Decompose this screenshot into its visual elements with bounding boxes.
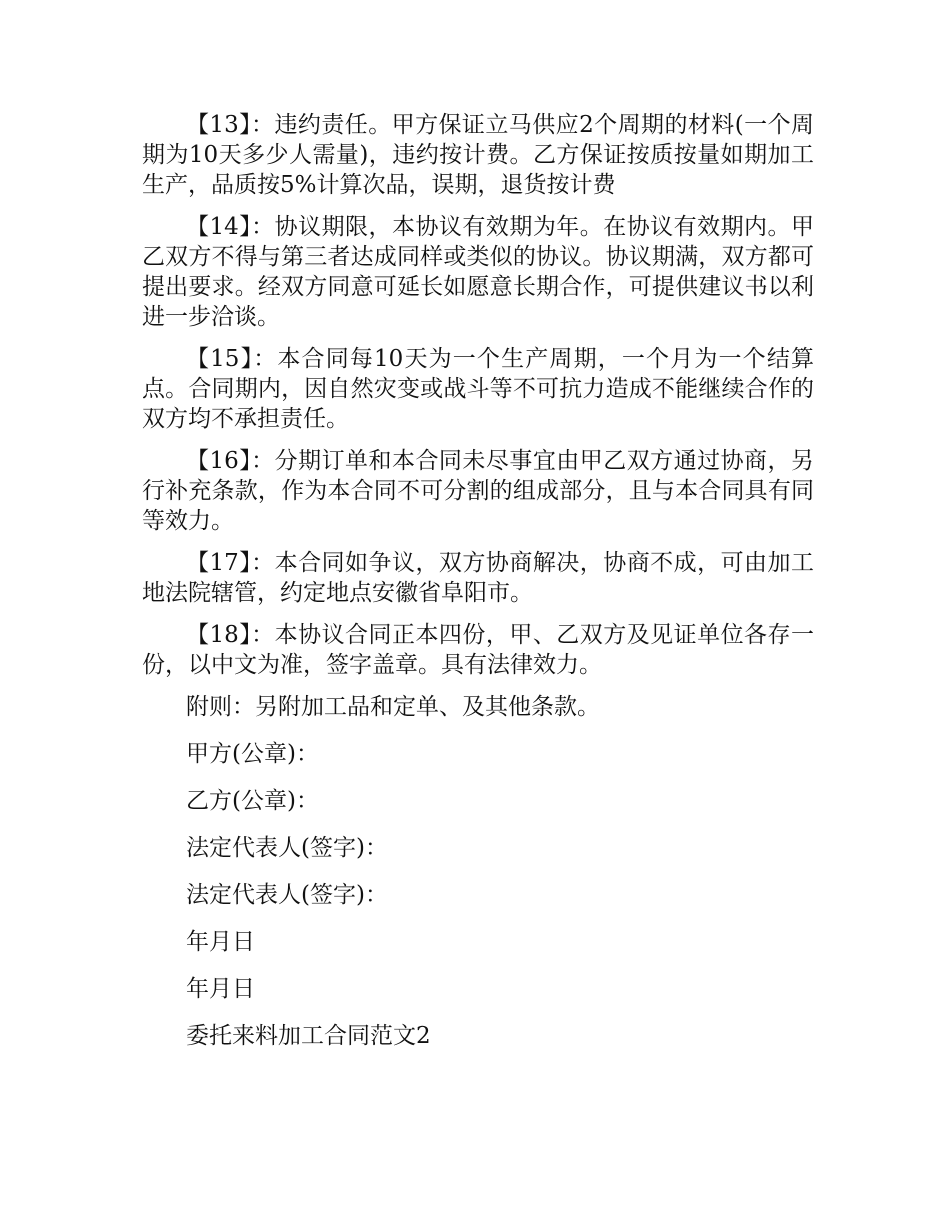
- document-page: [142, 110, 814, 1068]
- legal-rep-signature-a: 法定代表人(签字)：: [186, 835, 388, 861]
- date-b: 年月日: [186, 976, 255, 1002]
- party-b-seal: 乙方(公章)：: [186, 788, 319, 814]
- party-a-seal: 甲方(公章)：: [186, 741, 319, 767]
- clause-17: 【17】：本合同如争议，双方协商解决，协商不成，可由加工地法院辖管，约定地点安徽省阜阳市。: [142, 550, 814, 606]
- clause-14: 【14】：协议期限，本协议有效期为年。在协议有效期内。甲乙双方不得与第三者达成同样或类似的协议。协议期满，双方都可提出要求。经双方同意可延长如愿意长期合作，可提供建议书以利进一步洽谈。: [142, 214, 814, 330]
- legal-rep-signature-b: 法定代表人(签字)：: [186, 882, 388, 908]
- next-document-title: 委托来料加工合同范文2: [186, 1023, 431, 1049]
- clause-16: 【16】：分期订单和本合同未尽事宜由甲乙双方通过协商，另行补充条款，作为本合同不可分割的组成部分，且与本合同具有同等效力。: [142, 448, 814, 534]
- clause-15: 【15】：本合同每10天为一个生产周期，一个月为一个结算点。合同期内，因自然灾变或战斗等不可抗力造成不能继续合作的双方均不承担责任。: [142, 346, 814, 432]
- clause-18: 【18】：本协议合同正本四份，甲、乙双方及见证单位各存一份，以中文为准，签字盖章。具有法律效力。: [142, 622, 814, 678]
- clause-13: 【13】：违约责任。甲方保证立马供应2个周期的材料(一个周期为10天多少人需量)，违约按计费。乙方保证按质按量如期加工生产，品质按5%计算次品，误期，退货按计费: [142, 112, 814, 198]
- date-a: 年月日: [186, 929, 255, 955]
- appendix-note: 附则：另附加工品和定单、及其他条款。: [186, 694, 600, 720]
